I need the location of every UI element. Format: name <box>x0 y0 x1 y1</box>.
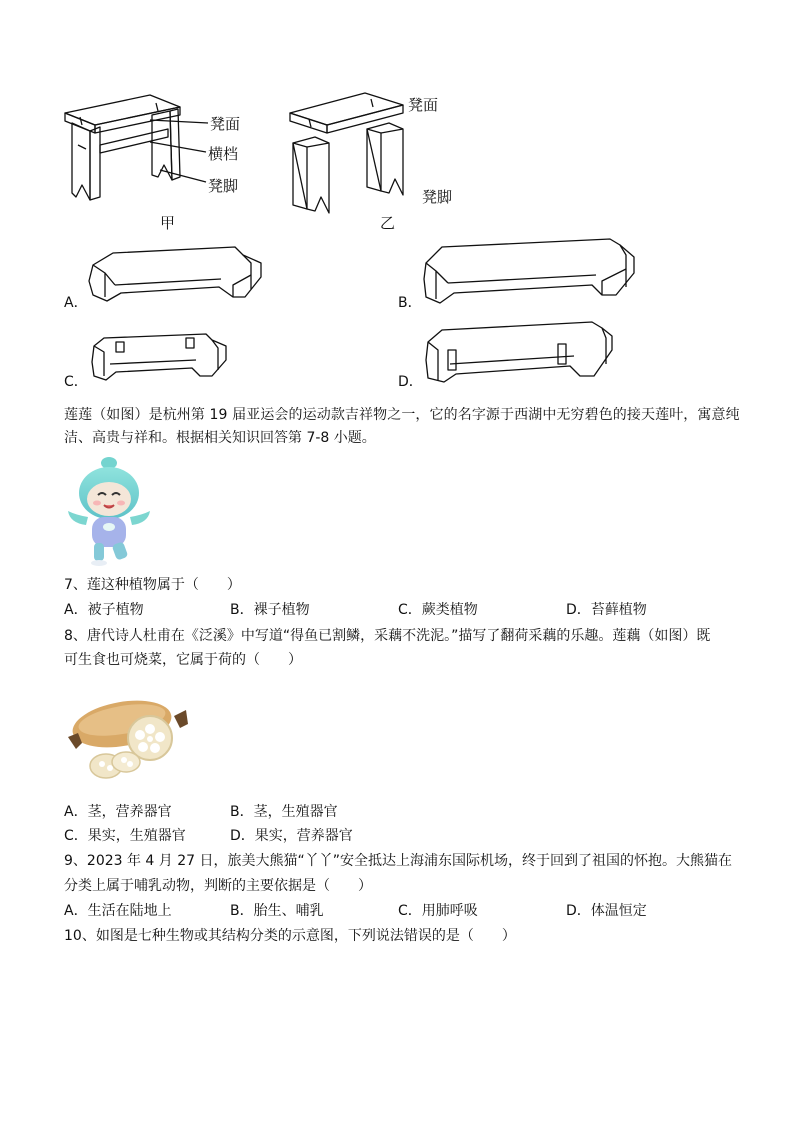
stool-jia-caption: 甲 <box>160 214 176 232</box>
mascot-lianlian-image <box>64 455 154 567</box>
q6-option-b-letter: B． <box>398 295 422 311</box>
q6-option-c-drawing <box>88 332 233 387</box>
stool-yi-label-seat: 凳面 <box>408 96 439 114</box>
q7-option-c[interactable]: C．蕨类植物 <box>398 602 478 618</box>
q7-option-b[interactable]: B．裸子植物 <box>230 602 310 618</box>
q6-option-a-letter: A． <box>64 295 88 311</box>
q8-option-d[interactable]: D．果实，营养器官 <box>230 828 353 844</box>
q7-option-a[interactable]: A．被子植物 <box>64 602 144 618</box>
q8-option-b[interactable]: B．茎，生殖器官 <box>230 804 338 820</box>
q8-option-a[interactable]: A．茎，营养器官 <box>64 804 172 820</box>
stool-jia-label-leg: 凳脚 <box>208 177 239 195</box>
q9-option-b[interactable]: B．胎生、哺乳 <box>230 903 324 919</box>
q7-stem: 7、莲这种植物属于（ ） <box>64 577 241 593</box>
q9-option-a[interactable]: A．生活在陆地上 <box>64 903 172 919</box>
q9-option-c[interactable]: C．用肺呼吸 <box>398 903 478 919</box>
passage-line-1: 莲莲（如图）是杭州第 19 届亚运会的运动款吉祥物之一，它的名字源于西湖中无穷碧色的接天莲叶，寓意纯 <box>64 407 740 423</box>
q6-option-a-drawing <box>85 245 265 310</box>
q8-option-c[interactable]: C．果实，生殖器官 <box>64 828 186 844</box>
q8-stem-line-1: 8、唐代诗人杜甫在《泛溪》中写道“得鱼已割鳞，采藕不洗泥。”描写了翻荷采藕的乐趣。莲藕（如图）既 <box>64 628 711 644</box>
stool-jia-leader-lines <box>150 110 210 190</box>
q6-option-c-letter: C． <box>64 374 88 390</box>
q9-option-d[interactable]: D．体温恒定 <box>566 903 647 919</box>
q6-option-d-drawing <box>422 320 617 390</box>
stool-jia-label-crossbar: 横档 <box>208 145 239 163</box>
q9-stem-line-2: 分类上属于哺乳动物，判断的主要依据是（ ） <box>64 878 372 894</box>
passage-line-2: 洁、高贵与祥和。根据相关知识回答第 7-8 小题。 <box>64 430 376 446</box>
q7-option-d[interactable]: D．苔藓植物 <box>566 602 647 618</box>
q10-stem: 10、如图是七种生物或其结构分类的示意图，下列说法错误的是（ ） <box>64 928 516 944</box>
q6-option-d-letter: D． <box>398 374 423 390</box>
q6-option-b-drawing <box>420 235 640 310</box>
q8-stem-line-2: 可生食也可烧菜，它属于荷的（ ） <box>64 652 302 668</box>
stool-yi-caption: 乙 <box>380 214 396 232</box>
lotus-root-image <box>64 682 192 790</box>
q9-stem-line-1: 9、2023 年 4 月 27 日，旅美大熊猫“丫丫”安全抵达上海浦东国际机场，终于回到了祖国的怀抱。大熊猫在 <box>64 853 733 869</box>
stool-jia-label-seat: 凳面 <box>210 115 241 133</box>
stool-yi-label-leg: 凳脚 <box>422 188 453 206</box>
stool-yi-drawing <box>285 85 415 215</box>
